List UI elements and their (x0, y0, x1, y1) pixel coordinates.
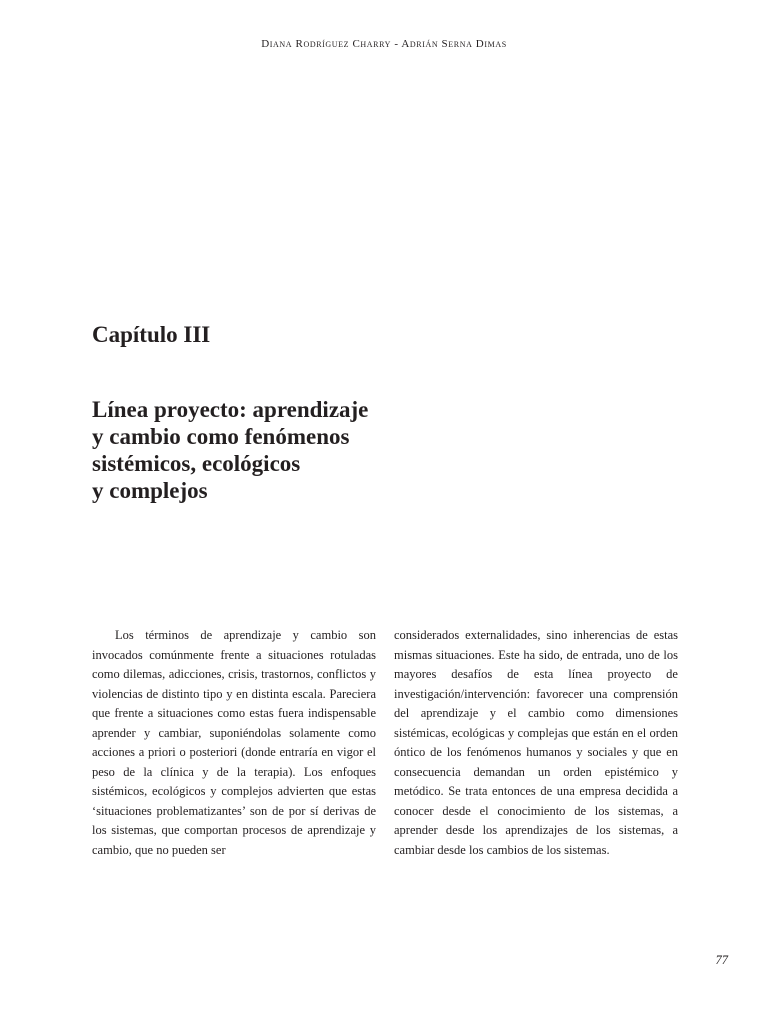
chapter-title-line: y cambio como fenómenos (92, 424, 350, 449)
chapter-title-line: sistémicos, ecológicos (92, 451, 301, 476)
body-column-left (92, 626, 376, 860)
body-paragraph: Los términos de aprendizaje y cambio son invocados comúnmente frente a situaciones rotuladas como dilemas, adicciones, crisis, trastornos, conflictos y violencias de distinto tipo y en distinta escala. Pareciera que frente a situaciones como estas fuera indispensable aprender y cambiar, suponiéndolas solamente como acciones a priori o posteriori (donde entraría en vigor el peso de la clínica y de la terapia). Los enfoques sistémicos, ecológicos y complejos advierten que estas ‘situaciones problematizantes’ son de por sí derivas de los sistemas, que comportan procesos de aprendizaje y cambio, que no pueden ser (92, 628, 376, 857)
body-column-right (394, 626, 678, 860)
page-number: 77 (715, 953, 728, 967)
body-paragraph: considerados externalidades, sino inherencias de estas mismas situaciones. Este ha sido, de entrada, uno de los mayores desafíos de esta línea proyecto de investigación/intervención: favorecer una comprensión del aprendizaje y el cambio como dimensiones sistémicas, ecológicas y complejas que están en el orden óntico de los fenómenos humanos y sociales y que en consecuencia demandan un orden epistémico y metódico. Se trata entonces de una empresa decidida a conocer desde el conocimiento de los sistemas, a aprender desde los aprendizajes de los sistemas, a cambiar desde los cambios de los sistemas. (394, 628, 678, 857)
running-head: Diana Rodríguez Charry - Adrián Serna Dimas (261, 38, 507, 50)
chapter-title (92, 396, 412, 504)
chapter-number: Capítulo III (92, 322, 211, 347)
chapter-title-line: y complejos (92, 478, 208, 503)
chapter-title-line: Línea proyecto: aprendizaje (92, 397, 369, 422)
